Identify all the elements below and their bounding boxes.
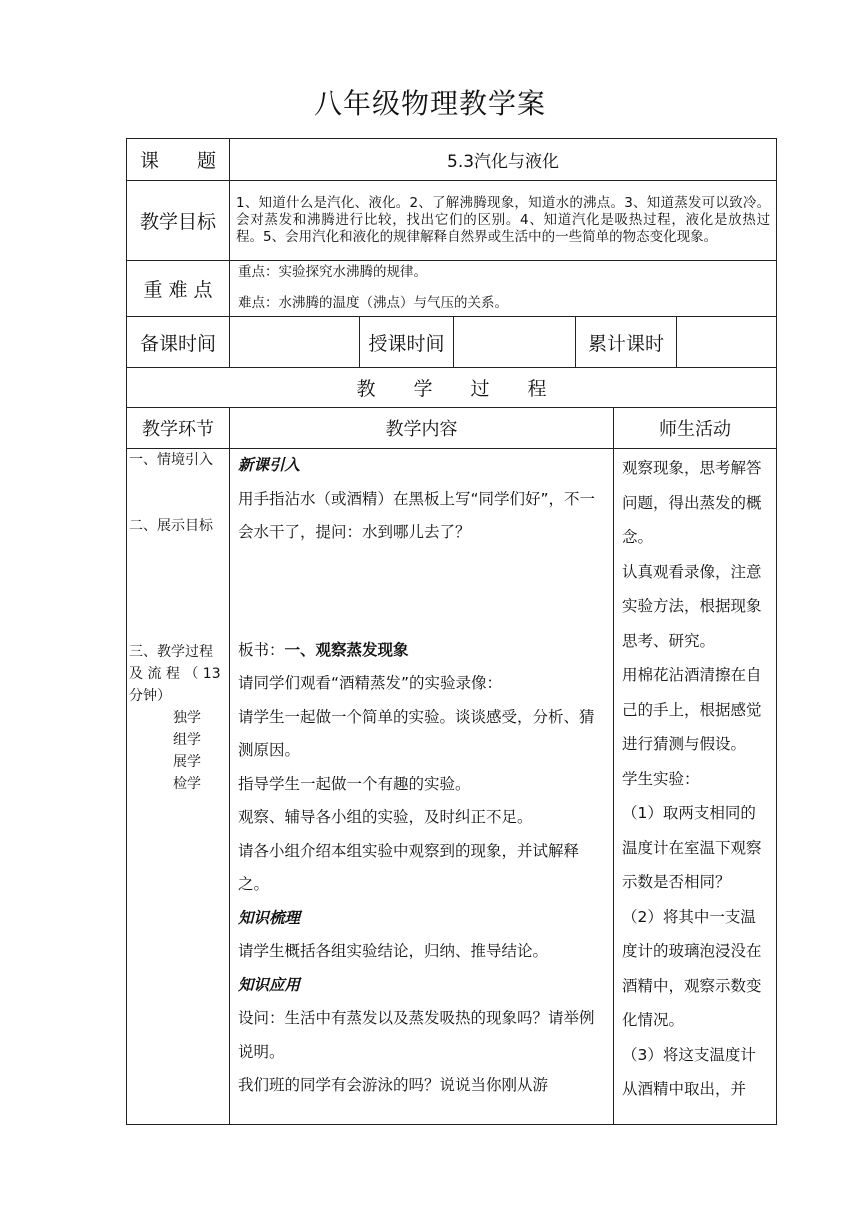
activity-line: （3）将这支温度计从酒精中取出，并 bbox=[622, 1045, 756, 1098]
content-line: 请同学们观看“酒精蒸发”的实验录像： bbox=[238, 674, 503, 692]
teach-time-value bbox=[454, 317, 576, 368]
summary-heading: 知识梳理 bbox=[238, 908, 301, 927]
key-points-label: 重 难 点 bbox=[127, 261, 230, 317]
stage-item: 及 流 程 （ 13 bbox=[129, 666, 221, 682]
spacer bbox=[238, 550, 607, 634]
stage-item: 独学 bbox=[173, 710, 201, 726]
difficult-point-text: 难点：水沸腾的温度（沸点）与气压的关系。 bbox=[238, 295, 508, 311]
lesson-plan-table bbox=[126, 138, 777, 1125]
stage-item: 检学 bbox=[173, 776, 201, 792]
column-header-row bbox=[127, 408, 777, 449]
stage-item: 三、教学过程 bbox=[129, 644, 213, 660]
stage-item: 二、展示目标 bbox=[129, 518, 213, 534]
activity-cell bbox=[614, 449, 777, 1125]
stage-item: 一、情境引入 bbox=[129, 452, 213, 468]
goals-label: 教学目标 bbox=[127, 181, 230, 261]
summary-text: 请学生概括各组实验结论，归纳、推导结论。 bbox=[238, 942, 549, 960]
teach-time-label: 授课时间 bbox=[360, 317, 454, 368]
apply-line: 我们班的同学有会游泳的吗？说说当你刚从游 bbox=[238, 1076, 549, 1094]
content-line: 请各小组介绍本组实验中观察到的现象，并试解释之。 bbox=[238, 841, 580, 893]
intro-text: 用手指沾水（或酒精）在黑板上写“同学们好”，不一会水干了，提问：水到哪儿去了？ bbox=[238, 489, 596, 541]
activity-line: 认真观看录像，注意实验方法，根据现象思考、研究。 bbox=[622, 562, 762, 650]
process-header: 教 学 过 程 bbox=[127, 368, 777, 408]
activity-line: 观察现象，思考解答问题，得出蒸发的概念。 bbox=[622, 459, 762, 546]
topic-row bbox=[127, 139, 777, 181]
goals-text: 1、知道什么是汽化、液化。2、了解沸腾现象，知道水的沸点。3、知道蒸发可以致冷。会对蒸发和沸腾进行比较，找出它们的区别。4、知道汽化是吸热过程，液化是放热过程。5、会用汽化和液化的规律解释自然界或生活中的一些简单的物态变化现象。 bbox=[230, 181, 777, 261]
apply-heading: 知识应用 bbox=[238, 975, 301, 994]
content-line: 指导学生一起做一个有趣的实验。 bbox=[238, 774, 471, 793]
stage-item: 分钟） bbox=[129, 688, 171, 704]
key-point-text: 重点：实验探究水沸腾的规律。 bbox=[238, 264, 427, 280]
schedule-row bbox=[127, 317, 777, 368]
goals-row bbox=[127, 181, 777, 261]
apply-line: 设问：生活中有蒸发以及蒸发吸热的现象吗？请举例说明。 bbox=[238, 1009, 595, 1061]
intro-heading: 新课引入 bbox=[238, 456, 301, 474]
total-hours-value bbox=[677, 317, 777, 368]
activity-line: 用棉花沾酒清擦在自己的手上，根据感觉进行猜测与假设。 bbox=[622, 666, 762, 753]
process-header-row bbox=[127, 368, 777, 408]
stage-item: 组学 bbox=[173, 732, 201, 748]
process-body-row bbox=[127, 449, 777, 1125]
topic-value: 5.3汽化与液化 bbox=[230, 139, 777, 181]
prep-time-label: 备课时间 bbox=[127, 317, 230, 368]
board-line bbox=[238, 634, 607, 668]
content-column-header: 教学内容 bbox=[230, 408, 614, 449]
content-line: 观察、辅导各小组的实验，及时纠正不足。 bbox=[238, 808, 533, 826]
key-points-row bbox=[127, 261, 777, 317]
board-title: 一、观察蒸发现象 bbox=[284, 640, 409, 659]
activity-line: （1）取两支相同的温度计在室温下观察示数是否相同？ bbox=[622, 804, 762, 891]
total-hours-label: 累计课时 bbox=[576, 317, 677, 368]
activity-line: （2）将其中一支温度计的玻璃泡浸没在酒精中，观察示数变化情况。 bbox=[622, 907, 762, 1029]
board-prefix: 板书： bbox=[238, 640, 285, 659]
content-cell bbox=[230, 449, 614, 1125]
activity-line: 学生实验： bbox=[622, 769, 700, 788]
document-title: 八年级物理教学案 bbox=[313, 87, 546, 120]
stages-cell bbox=[127, 449, 230, 1125]
topic-label: 课 题 bbox=[127, 139, 230, 181]
stage-item: 展学 bbox=[173, 754, 201, 770]
content-line: 请学生一起做一个简单的实验。谈谈感受，分析、猜测原因。 bbox=[238, 707, 595, 759]
activity-column-header: 师生活动 bbox=[614, 408, 777, 449]
stage-column-header: 教学环节 bbox=[127, 408, 230, 449]
key-points-cell bbox=[230, 261, 777, 317]
prep-time-value bbox=[230, 317, 360, 368]
